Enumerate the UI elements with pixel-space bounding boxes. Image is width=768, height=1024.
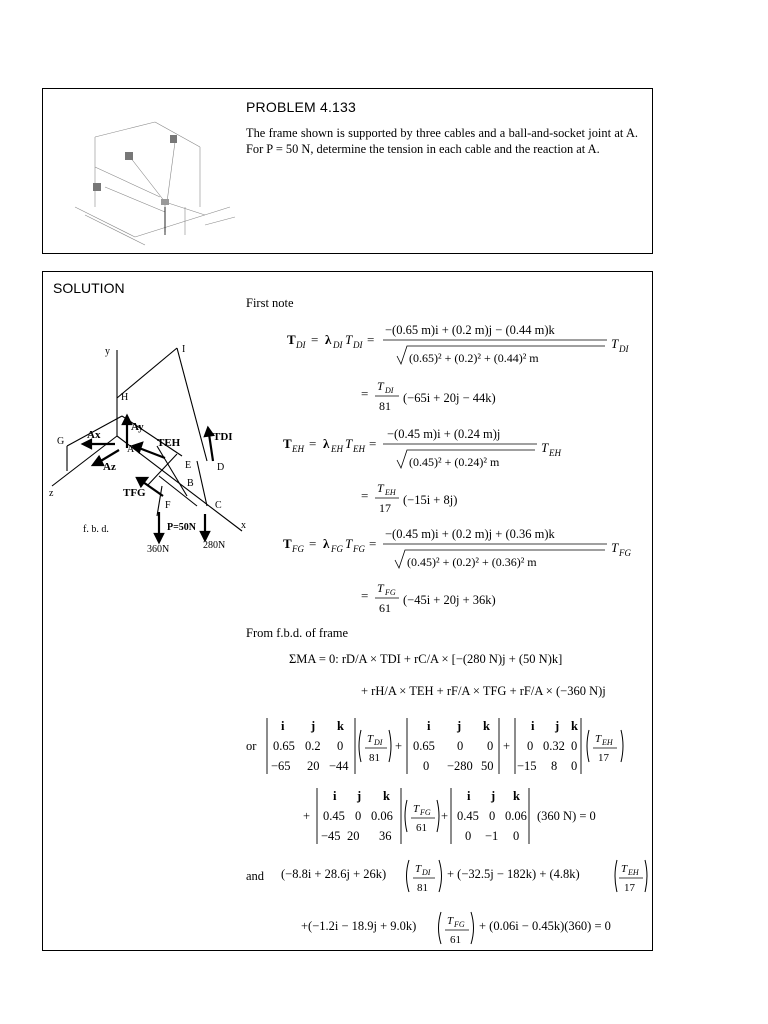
- det3-r2c2: 0: [571, 759, 578, 773]
- svg-text:DI: DI: [374, 738, 383, 747]
- det5-r0c1: j: [491, 789, 496, 803]
- and-line-2: [301, 906, 641, 950]
- fbd-label-ay: Ay: [131, 421, 144, 433]
- problem-figure: [65, 107, 245, 247]
- tdi-numerator: −(0.65 m)i + (0.2 m)j − (0.44 m)k: [385, 323, 555, 337]
- fbd-label-tdi: TDI: [213, 431, 233, 443]
- and-line-2b: + (0.06i − 0.45k)(360) = 0: [479, 919, 611, 933]
- svg-text:DI: DI: [619, 344, 629, 354]
- svg-text:T: T: [283, 436, 292, 451]
- fbd-label-c: C: [215, 500, 222, 511]
- svg-text:T: T: [447, 915, 454, 927]
- det5-r0c2: k: [513, 789, 520, 803]
- det3-r0c2: k: [571, 719, 578, 733]
- det2-r1c2: 0: [487, 739, 494, 753]
- svg-text:=: =: [361, 488, 369, 503]
- svg-text:DI: DI: [333, 340, 343, 350]
- det2-r2c1: −280: [447, 759, 473, 773]
- det4-r2c2: 36: [379, 829, 392, 843]
- svg-text:T: T: [621, 863, 628, 875]
- and-frac-17: 17: [624, 882, 635, 894]
- svg-text:+: +: [395, 739, 403, 753]
- fbd-label-f: F: [165, 500, 171, 511]
- svg-text:T: T: [345, 436, 353, 451]
- svg-text:EH: EH: [549, 448, 561, 458]
- fbd-label-d: D: [217, 462, 225, 473]
- det1-r0c2: k: [337, 719, 344, 733]
- svg-text:=: =: [361, 588, 369, 603]
- det3-r1c1: 0.32: [543, 739, 565, 753]
- svg-text:T: T: [611, 540, 619, 555]
- eq-teh-result: [361, 478, 561, 522]
- det1-r1c2: 0: [337, 739, 344, 753]
- svg-text:=: =: [309, 436, 317, 451]
- teh-result-den: 17: [379, 501, 391, 515]
- svg-text:=: =: [309, 536, 317, 551]
- moment-line-1: ΣMA = 0: rD/A × TDI + rC/A × [−(280 N)j + (50 N)k]: [289, 652, 563, 666]
- svg-text:λ: λ: [325, 332, 332, 347]
- problem-text: The frame shown is supported by three cables and a ball-and-socket joint at A. For P = 50 N, determine the tension in each cable and the reaction at A.: [246, 126, 638, 156]
- problem-box: [42, 88, 653, 254]
- solution-box: [42, 271, 653, 951]
- eq-teh: [283, 420, 583, 480]
- det1-frac-den: 81: [369, 752, 380, 764]
- det1-r2c1: 20: [307, 759, 320, 773]
- det5-r2c0: 0: [465, 829, 472, 843]
- det1-r0c0: i: [281, 719, 285, 733]
- eq-tdi: [287, 316, 647, 376]
- det3-r1c0: 0: [527, 739, 534, 753]
- det1-r1c1: 0.2: [305, 739, 321, 753]
- tdi-result: (−65i + 20j − 44k): [403, 391, 496, 405]
- det3-r2c1: 8: [551, 759, 558, 773]
- svg-text:DI: DI: [385, 386, 394, 395]
- eq-tfg-result: [361, 578, 581, 622]
- det1-r1c0: 0.65: [273, 739, 295, 753]
- tfg-result-den: 61: [379, 601, 391, 615]
- fbd-label-ax: Ax: [87, 429, 101, 441]
- det2-r0c0: i: [427, 719, 431, 733]
- svg-text:T: T: [541, 440, 549, 455]
- and-frac-teh: [613, 854, 649, 898]
- fbd-label-a: A: [127, 444, 135, 455]
- determinant-row-2: [299, 784, 619, 848]
- svg-text:T: T: [367, 733, 374, 745]
- det5-r0c0: i: [467, 789, 471, 803]
- svg-text:EH: EH: [353, 444, 365, 454]
- det2-r1c1: 0: [457, 739, 464, 753]
- and-line-1a: (−8.8i + 28.6j + 26k): [281, 867, 387, 881]
- and-line-2a: +(−1.2i − 18.9j + 9.0k): [301, 919, 417, 933]
- fbd-label-y: y: [105, 346, 110, 357]
- det5-r2c1: −1: [485, 829, 499, 843]
- fbd-label-360n: 360N: [147, 544, 170, 555]
- det2-r2c0: 0: [423, 759, 430, 773]
- fbd-label-tfg: TFG: [123, 487, 146, 499]
- fbd-label-p: P=50N: [167, 522, 197, 533]
- svg-text:EH: EH: [331, 444, 343, 454]
- det4-r0c0: i: [333, 789, 337, 803]
- solution-title: SOLUTION: [53, 280, 125, 296]
- det1-r2c0: −65: [271, 759, 291, 773]
- det1-r2c2: −44: [329, 759, 349, 773]
- fbd-label-x: x: [241, 520, 246, 531]
- tdi-denominator: (0.65)² + (0.2)² + (0.44)² m: [409, 351, 539, 365]
- det5-r2c2: 0: [513, 829, 520, 843]
- fbd-label-fbd: f. b. d.: [83, 524, 109, 535]
- svg-text:T: T: [595, 733, 602, 745]
- det3-r0c0: i: [531, 719, 535, 733]
- svg-text:DI: DI: [422, 868, 431, 877]
- svg-text:T: T: [345, 332, 353, 347]
- det2-r2c2: 50: [481, 759, 494, 773]
- svg-text:T: T: [611, 336, 619, 351]
- svg-text:FG: FG: [385, 588, 396, 597]
- svg-text:λ: λ: [323, 436, 330, 451]
- fbd-label-i: I: [182, 344, 186, 355]
- det5-r1c1: 0: [489, 809, 496, 823]
- svg-text:T: T: [377, 481, 384, 495]
- det3-r0c1: j: [555, 719, 560, 733]
- fbd-label-b: B: [187, 478, 194, 489]
- moment-line-2: + rH/A × TEH + rF/A × TFG + rF/A × (−360 N)j: [361, 684, 606, 698]
- eq-tdi-result: [361, 376, 581, 420]
- tfg-numerator: −(0.45 m)i + (0.2 m)j + (0.36 m)k: [385, 527, 555, 541]
- svg-text:DI: DI: [353, 340, 363, 350]
- teh-result: (−15i + 8j): [403, 493, 458, 507]
- fbd-label-z: z: [49, 488, 54, 499]
- svg-text:T: T: [415, 863, 422, 875]
- svg-text:+: +: [303, 809, 311, 823]
- fbd-sketch: [47, 336, 252, 558]
- problem-title: PROBLEM 4.133: [246, 99, 356, 115]
- svg-text:FG: FG: [292, 544, 304, 554]
- svg-text:FG: FG: [331, 544, 343, 554]
- eq-tfg: [283, 520, 643, 580]
- svg-text:λ: λ: [323, 536, 330, 551]
- svg-text:EH: EH: [292, 444, 304, 454]
- svg-text:EH: EH: [628, 868, 639, 877]
- det1-r0c1: j: [311, 719, 316, 733]
- svg-text:FG: FG: [420, 808, 431, 817]
- svg-text:+: +: [503, 739, 511, 753]
- det4-r0c2: k: [383, 789, 390, 803]
- svg-text:=: =: [369, 436, 377, 451]
- from-fbd: From f.b.d. of frame: [246, 626, 349, 640]
- det4-r0c1: j: [357, 789, 362, 803]
- svg-text:EH: EH: [385, 488, 396, 497]
- svg-text:T: T: [377, 581, 384, 595]
- det3-frac-den: 17: [598, 752, 609, 764]
- determinant-row-1: [265, 714, 649, 778]
- fbd-label-g: G: [57, 436, 65, 447]
- teh-denominator: (0.45)² + (0.24)² m: [409, 455, 500, 469]
- svg-text:FG: FG: [454, 920, 465, 929]
- fbd-label-e: E: [185, 460, 192, 471]
- tdi-result-den: 81: [379, 399, 391, 413]
- svg-text:=: =: [367, 332, 375, 347]
- svg-text:T: T: [413, 803, 420, 815]
- svg-text:=: =: [369, 536, 377, 551]
- svg-text:=: =: [311, 332, 319, 347]
- fbd-label-az: Az: [103, 461, 116, 473]
- svg-text:+: +: [441, 809, 449, 823]
- and-frac-81: 81: [417, 882, 428, 894]
- svg-text:T: T: [377, 379, 384, 393]
- det4-r1c2: 0.06: [371, 809, 393, 823]
- and-line-1b: + (−32.5j − 182k) + (4.8k): [447, 867, 580, 881]
- fbd-label-teh: TEH: [157, 437, 181, 449]
- det2-r0c1: j: [457, 719, 462, 733]
- tfg-denominator: (0.45)² + (0.2)² + (0.36)² m: [407, 555, 537, 569]
- det4-frac-den: 61: [416, 822, 427, 834]
- first-note: First note: [246, 296, 294, 310]
- tfg-result: (−45i + 20j + 36k): [403, 593, 496, 607]
- det4-r2c1: 20: [347, 829, 360, 843]
- fbd-label-280n: 280N: [203, 540, 226, 551]
- det3-r2c0: −15: [517, 759, 537, 773]
- fbd-label-h: H: [121, 392, 129, 403]
- det2-r0c2: k: [483, 719, 490, 733]
- svg-text:DI: DI: [296, 340, 306, 350]
- and-line-1: [281, 854, 621, 898]
- det-end: (360 N) = 0: [537, 809, 596, 823]
- svg-text:T: T: [345, 536, 353, 551]
- svg-text:EH: EH: [602, 738, 613, 747]
- svg-text:FG: FG: [353, 544, 365, 554]
- and-label: and: [246, 869, 265, 883]
- det4-r1c1: 0: [355, 809, 362, 823]
- and-frac-61: 61: [450, 934, 461, 946]
- svg-text:FG: FG: [619, 548, 631, 558]
- det5-r1c0: 0.45: [457, 809, 479, 823]
- det3-r1c2: 0: [571, 739, 578, 753]
- det2-r1c0: 0.65: [413, 739, 435, 753]
- svg-text:T: T: [283, 536, 292, 551]
- svg-text:T: T: [287, 332, 296, 347]
- or-label: or: [246, 739, 257, 753]
- svg-text:=: =: [361, 386, 369, 401]
- det5-r1c2: 0.06: [505, 809, 527, 823]
- det4-r1c0: 0.45: [323, 809, 345, 823]
- det4-r2c0: −45: [321, 829, 341, 843]
- teh-numerator: −(0.45 m)i + (0.24 m)j: [387, 427, 501, 441]
